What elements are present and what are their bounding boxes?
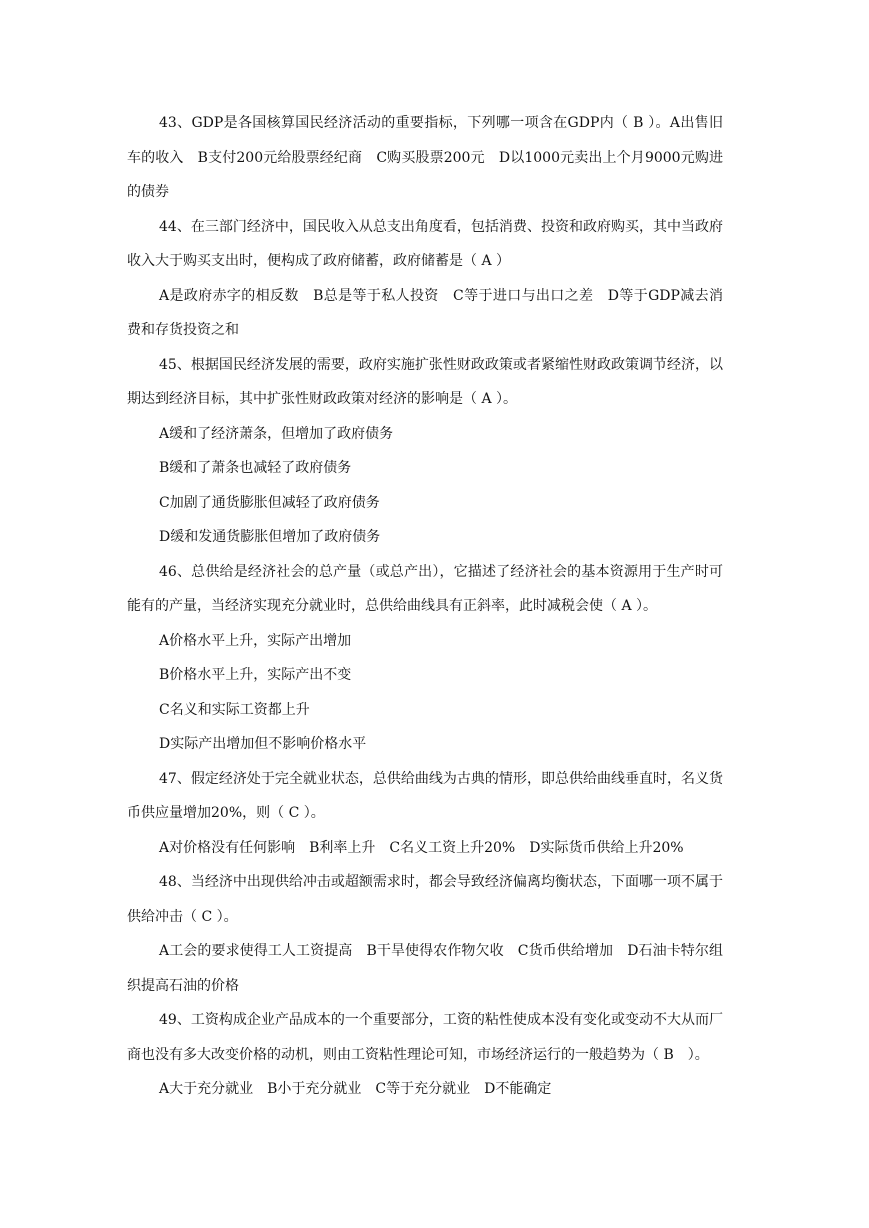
question-45-option-c: C加剧了通货膨胀但减轻了政府债务: [159, 494, 380, 511]
question-45-option-a: A缓和了经济萧条，但增加了政府债务: [159, 425, 394, 442]
question-44: 44、在三部门经济中，国民收入从总支出角度看，包括消费、投资和政府购买，其中当政府收入大于购买支出时，便构成了政府储蓄，政府储蓄是（ A ）: [127, 218, 723, 269]
question-48: 48、当经济中出现供给冲击或超额需求时，都会导致经济偏离均衡状态，下面哪一项不属于供给冲击（ C ）。: [127, 874, 723, 925]
question-46-option-b: B价格水平上升，实际产出不变: [159, 667, 352, 683]
question-45-option-b: B缓和了萧条也减轻了政府债务: [159, 460, 352, 476]
question-44-options: A是政府赤字的相反数 B总是等于私人投资 C等于进口与出口之差 D等于GDP减去消费和存货投资之和: [127, 287, 723, 338]
question-46-option-a: A价格水平上升，实际产出增加: [159, 632, 352, 649]
question-46-option-c: C名义和实际工资都上升: [159, 701, 310, 718]
question-45-option-d: D缓和发通货膨胀但增加了政府债务: [159, 529, 381, 545]
question-43: 43、GDP是各国核算国民经济活动的重要指标，下列哪一项含在GDP内（ B ）。A出售旧车的收入 B支付200元给股票经纪商 C购买股票200元 D以1000元卖出上个月9000元购进的债券: [127, 115, 723, 200]
question-45: 45、根据国民经济发展的需要，政府实施扩张性财政政策或者紧缩性财政政策调节经济，以期达到经济目标，其中扩张性财政政策对经济的影响是（ A ）。: [127, 356, 723, 407]
question-47-options: A对价格没有任何影响 B利率上升 C名义工资上升20% D实际货币供给上升20%: [159, 839, 684, 856]
question-48-options: A工会的要求使得工人工资提高 B干旱使得农作物欠收 C货币供给增加 D石油卡特尔组织提高石油的价格: [127, 943, 723, 994]
question-46: 46、总供给是经济社会的总产量（或总产出），它描述了经济社会的基本资源用于生产时可能有的产量，当经济实现充分就业时，总供给曲线具有正斜率，此时减税会使（ A ）。: [127, 563, 723, 614]
document-body: [127, 106, 723, 1107]
question-49-options: A大于充分就业 B小于充分就业 C等于充分就业 D不能确定: [159, 1081, 552, 1097]
question-47: 47、假定经济处于完全就业状态，总供给曲线为古典的情形，即总供给曲线垂直时，名义货币供应量增加20%，则（ C ）。: [127, 770, 723, 821]
question-46-option-d: D实际产出增加但不影响价格水平: [159, 736, 367, 752]
question-49: 49、工资构成企业产品成本的一个重要部分，工资的粘性使成本没有变化或变动不大从而厂商也没有多大改变价格的动机，则由工资粘性理论可知，市场经济运行的一般趋势为（ B ）。: [127, 1012, 723, 1063]
